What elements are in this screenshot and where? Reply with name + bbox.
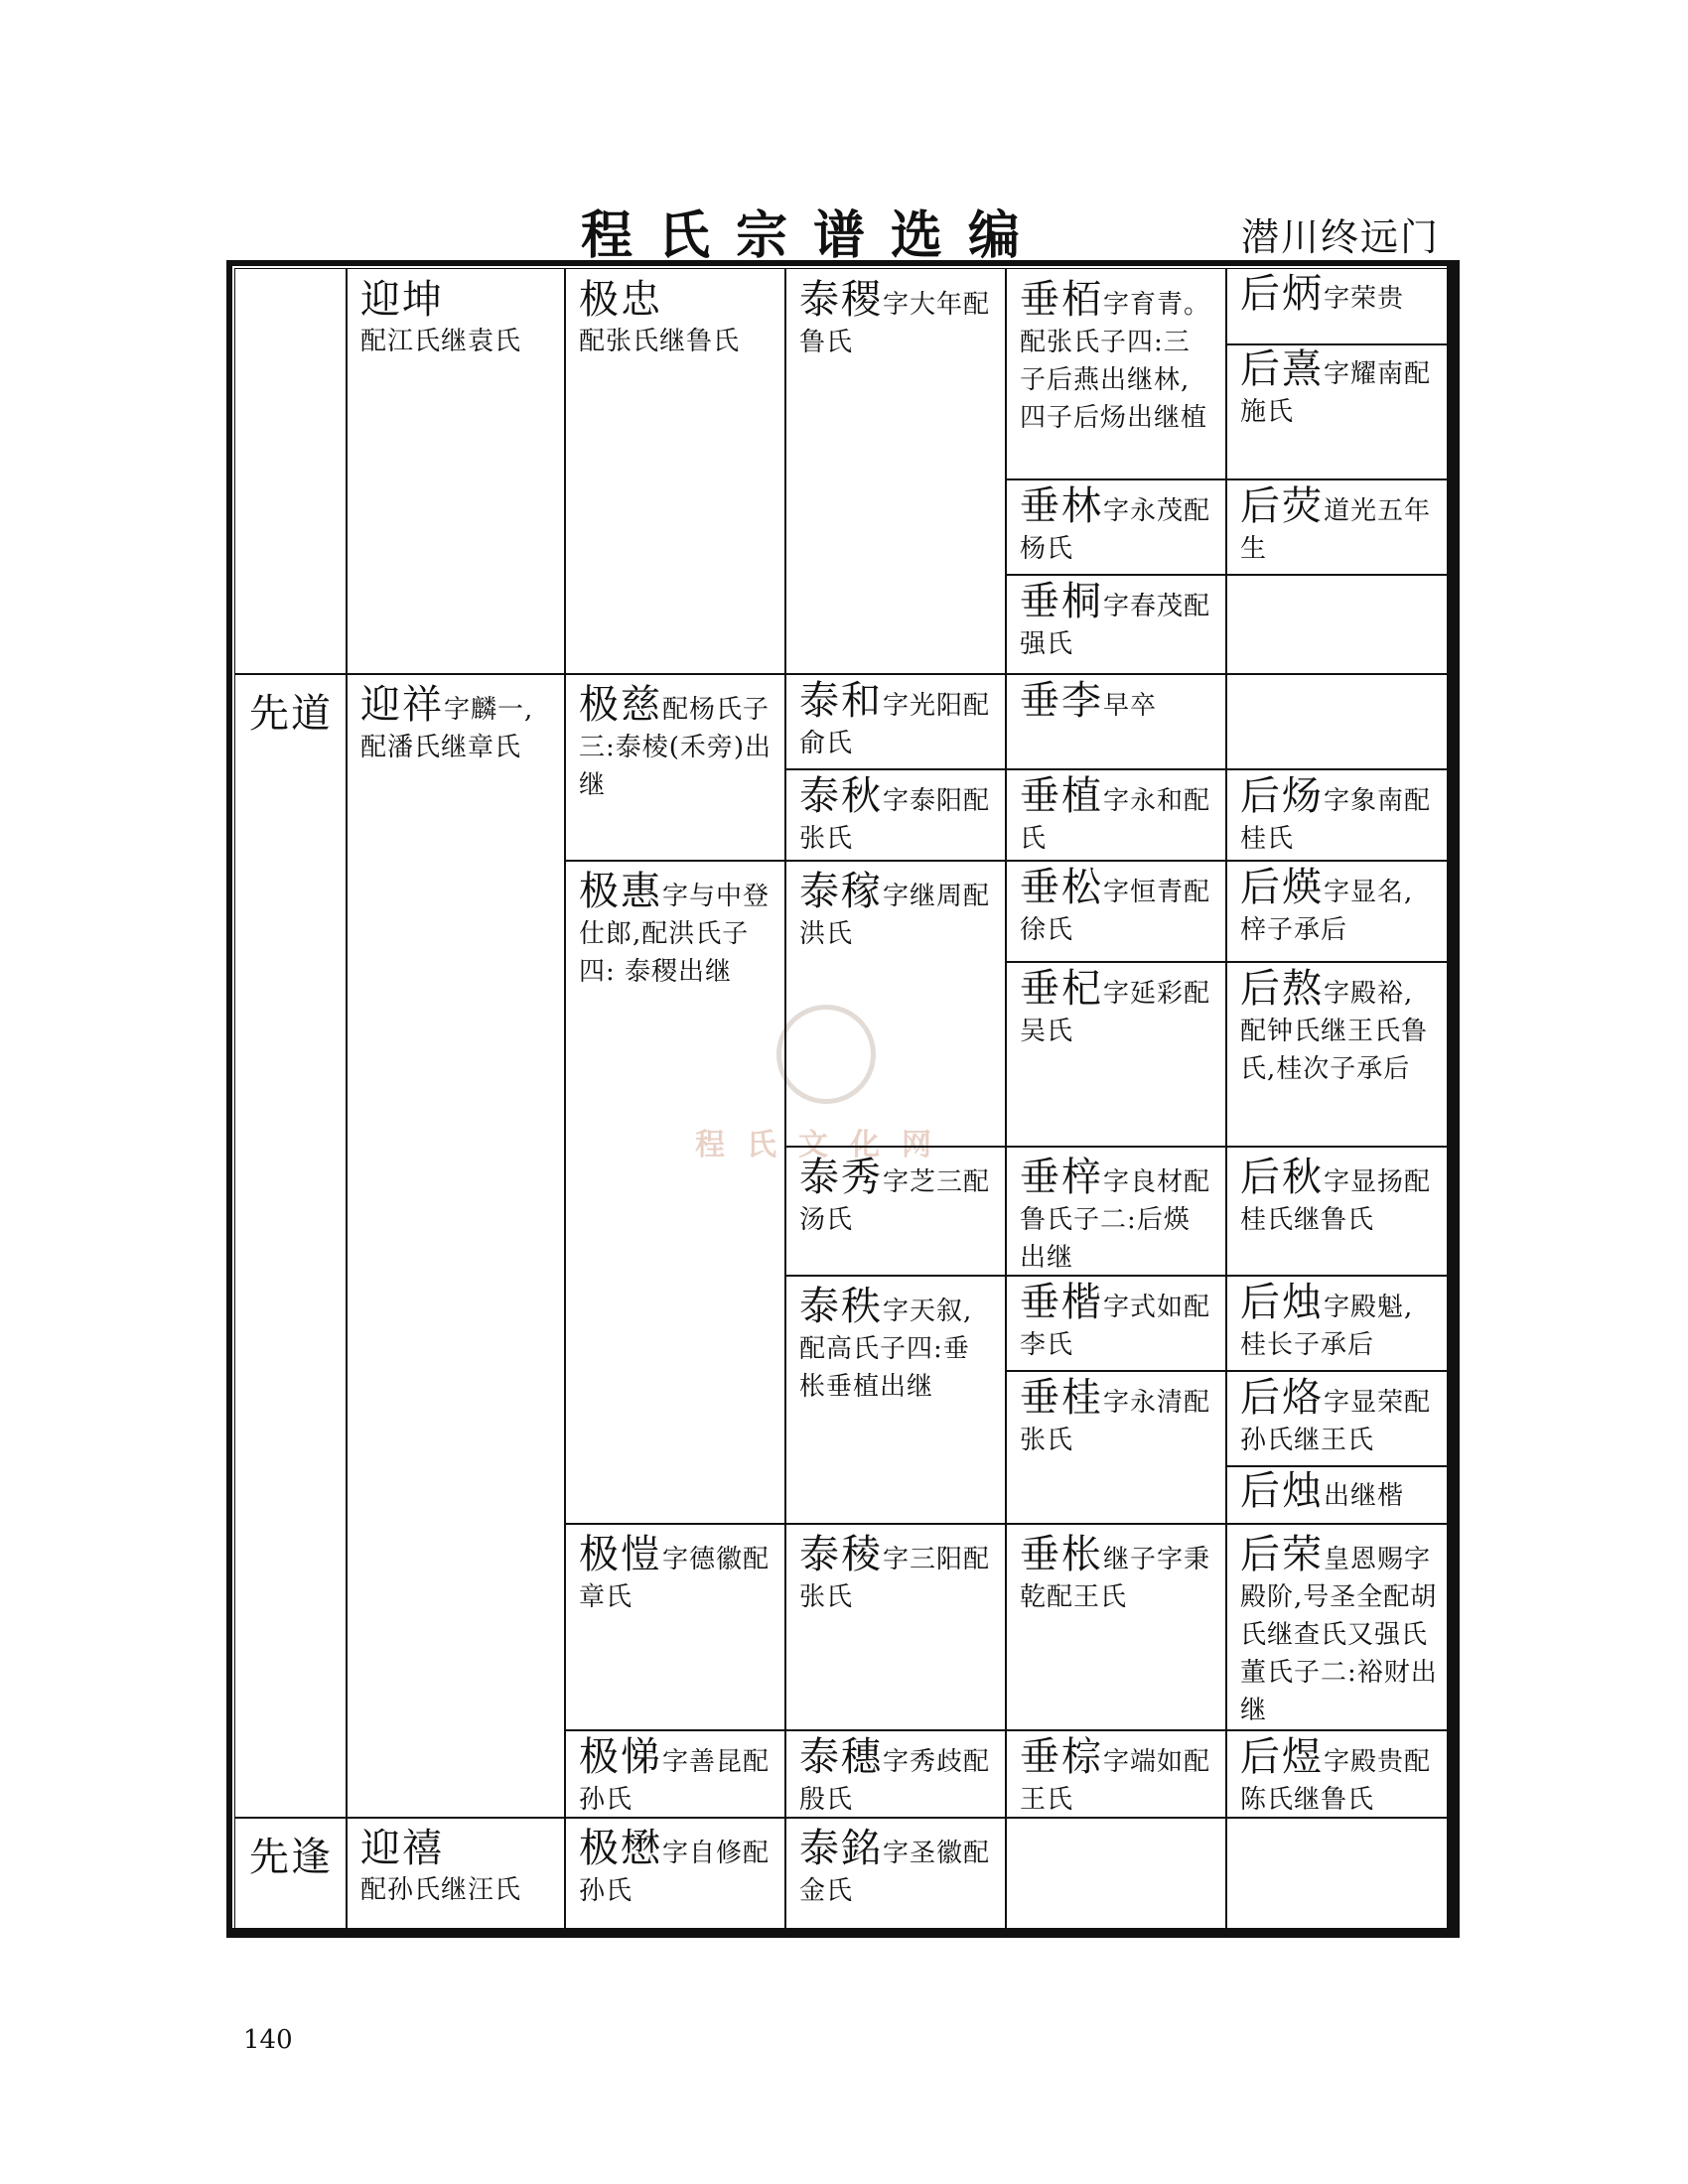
gen6-note: 字殿魁,桂长子承后 bbox=[1240, 1293, 1414, 1360]
gen5-name: 垂楷 bbox=[1020, 1280, 1103, 1325]
gen5-note: 字端如配王氏 bbox=[1020, 1747, 1211, 1815]
gen5-name: 垂桂 bbox=[1020, 1375, 1103, 1421]
gen1-name: 先道 bbox=[249, 691, 333, 737]
gen1-cell-xianfeng bbox=[234, 1817, 348, 1929]
gen5-note: 字春茂配强氏 bbox=[1020, 592, 1211, 659]
gen5-name: 垂林 bbox=[1020, 483, 1103, 529]
gen5-note: 早卒 bbox=[1103, 691, 1158, 721]
gen4-note: 字圣徽配金氏 bbox=[799, 1839, 991, 1906]
gen4-cell-taihe bbox=[784, 673, 1007, 770]
gen6-note: 出继楷 bbox=[1324, 1481, 1405, 1511]
gen3-note: 字与中登仕郎,配洪氏子四: 泰稷出继 bbox=[579, 882, 771, 987]
gen5-note: 字延彩配吴氏 bbox=[1020, 979, 1211, 1046]
gen6-name: 后荧 bbox=[1240, 483, 1324, 529]
gen5-name: 垂枨 bbox=[1020, 1532, 1103, 1577]
gen4-name: 泰稷 bbox=[799, 277, 883, 323]
gen3-cell-jici bbox=[564, 673, 786, 862]
gen5-name: 垂棕 bbox=[1020, 1734, 1103, 1780]
gen5-name: 垂栢 bbox=[1020, 277, 1103, 323]
gen3-name: 极惠 bbox=[579, 869, 662, 914]
gen4-cell-taixiu bbox=[784, 1146, 1007, 1277]
gen5-cell-chuiqi bbox=[1005, 961, 1227, 1148]
gen6-note: 皇恩赐字殿阶,号圣全配胡氏继查氏又强氏董氏子二:裕财出继 bbox=[1240, 1545, 1438, 1725]
gen4-name: 泰秩 bbox=[799, 1284, 883, 1329]
gen3-name: 极慈 bbox=[579, 682, 662, 728]
gen6-cell-houyan bbox=[1225, 860, 1451, 963]
gen3-cell-jizhong bbox=[564, 268, 786, 675]
gen5-name: 垂李 bbox=[1020, 678, 1103, 724]
gen3-cell-jikai bbox=[564, 1523, 786, 1731]
page-number: 140 bbox=[243, 2025, 293, 2055]
gen4-note: 字芝三配汤氏 bbox=[799, 1167, 991, 1235]
gen6-name: 后烛 bbox=[1240, 1468, 1324, 1514]
gen4-cell-taisui bbox=[784, 1729, 1007, 1819]
gen4-cell-tailing bbox=[784, 1523, 1007, 1731]
gen5-note: 字恒青配徐氏 bbox=[1020, 878, 1211, 945]
gen6-note: 字象南配桂氏 bbox=[1240, 786, 1432, 854]
gen6-cell-houao bbox=[1225, 961, 1451, 1148]
gen6-cell-houying bbox=[1225, 478, 1451, 576]
gen3-cell-jiti bbox=[564, 1729, 786, 1819]
gen6-name: 后熹 bbox=[1240, 346, 1324, 392]
gen6-name: 后煐 bbox=[1240, 865, 1324, 910]
gen2-cell-yingxi bbox=[346, 1817, 566, 1929]
gen1-cell-empty bbox=[234, 268, 348, 675]
gen6-cell-houluo bbox=[1225, 1370, 1451, 1467]
gen3-note: 配杨氏子三:泰棱(禾旁)出继 bbox=[579, 695, 773, 800]
gen4-note: 字秀歧配殷氏 bbox=[799, 1747, 991, 1815]
gen5-cell-chuizhi bbox=[1005, 768, 1227, 862]
branch-subtitle: 潜川终远门 bbox=[1241, 215, 1441, 259]
gen3-cell-jimao bbox=[564, 1817, 786, 1929]
gen6-note: 字显扬配桂氏继鲁氏 bbox=[1240, 1167, 1432, 1235]
gen6-note: 字殿贵配陈氏继鲁氏 bbox=[1240, 1747, 1432, 1815]
gen5-cell-chuilin bbox=[1005, 478, 1227, 576]
gen6-cell-empty bbox=[1225, 574, 1451, 675]
gen2-note: 字麟一,配潘氏继章氏 bbox=[360, 695, 534, 762]
gen4-cell-taiming bbox=[784, 1817, 1007, 1929]
gen5-name: 垂松 bbox=[1020, 865, 1103, 910]
gen3-name: 极悌 bbox=[579, 1734, 662, 1780]
gen6-name: 后炀 bbox=[1240, 773, 1324, 819]
gen5-note: 字式如配李氏 bbox=[1020, 1293, 1211, 1360]
gen5-note: 字永清配张氏 bbox=[1020, 1388, 1211, 1455]
gen2-name: 迎坤 bbox=[360, 277, 444, 323]
gen5-cell-chuikai bbox=[1005, 1275, 1227, 1372]
gen6-cell-houbing bbox=[1225, 268, 1451, 345]
gen5-cell-chuizi bbox=[1005, 1146, 1227, 1277]
gen4-cell-taizhi bbox=[784, 1275, 1007, 1525]
gen5-cell-chuitong bbox=[1005, 574, 1227, 675]
gen4-name: 泰秀 bbox=[799, 1155, 883, 1200]
gen4-note: 字继周配洪氏 bbox=[799, 882, 991, 949]
gen6-note: 字耀南配施氏 bbox=[1240, 359, 1432, 427]
gen4-cell-taiqiu bbox=[784, 768, 1007, 862]
gen6-cell-houxi bbox=[1225, 343, 1451, 480]
gen5-cell-chuisong bbox=[1005, 860, 1227, 963]
gen5-cell-chuigui bbox=[1005, 1370, 1227, 1525]
page-title: 程氏宗谱选编 bbox=[581, 206, 1047, 266]
gen3-note: 字善昆配孙氏 bbox=[579, 1747, 771, 1815]
gen4-name: 泰稜 bbox=[799, 1532, 883, 1577]
gen3-name: 极懋 bbox=[579, 1826, 662, 1871]
genealogy-table bbox=[234, 268, 1451, 1929]
gen4-name: 泰穗 bbox=[799, 1734, 883, 1780]
gen6-name: 后煜 bbox=[1240, 1734, 1324, 1780]
gen5-cell-chuili bbox=[1005, 673, 1227, 770]
gen1-cell-xiandao bbox=[234, 673, 348, 1819]
gen4-name: 泰秋 bbox=[799, 773, 883, 819]
gen5-note: 字育青。配张氏子四:三子后燕出继林,四子后炀出继植 bbox=[1020, 290, 1211, 433]
gen6-cell-empty bbox=[1225, 1817, 1451, 1929]
gen6-note: 字显荣配孙氏继王氏 bbox=[1240, 1388, 1432, 1455]
gen6-name: 后烛 bbox=[1240, 1280, 1324, 1325]
gen5-name: 垂桐 bbox=[1020, 579, 1103, 624]
gen4-name: 泰稼 bbox=[799, 869, 883, 914]
gen3-note: 字自修配孙氏 bbox=[579, 1839, 771, 1906]
watermark-text: 程氏文化网 bbox=[695, 1128, 953, 1162]
gen6-name: 后荣 bbox=[1240, 1532, 1324, 1577]
gen2-name: 迎禧 bbox=[360, 1826, 444, 1871]
gen6-name: 后秋 bbox=[1240, 1155, 1324, 1200]
gen3-note: 字德徽配章氏 bbox=[579, 1545, 771, 1612]
gen6-cell-houyu bbox=[1225, 1729, 1451, 1819]
gen4-name: 泰和 bbox=[799, 678, 883, 724]
gen3-note: 配张氏继鲁氏 bbox=[579, 327, 741, 356]
gen6-note: 字荣贵 bbox=[1324, 284, 1405, 314]
gen1-name: 先逢 bbox=[249, 1835, 333, 1880]
gen4-cell-taiji bbox=[784, 268, 1007, 675]
gen5-name: 垂植 bbox=[1020, 773, 1103, 819]
gen6-cell-hourong bbox=[1225, 1523, 1451, 1731]
gen6-cell-houzhu bbox=[1225, 1275, 1451, 1372]
gen6-cell-houyang bbox=[1225, 768, 1451, 862]
gen6-note: 字显名,梓子承后 bbox=[1240, 878, 1414, 945]
gen5-note: 继子字秉乾配王氏 bbox=[1020, 1545, 1211, 1612]
gen6-name: 后烙 bbox=[1240, 1375, 1324, 1421]
gen6-cell-empty bbox=[1225, 673, 1451, 770]
gen6-note: 字殿裕,配钟氏继王氏鲁氏,桂次子承后 bbox=[1240, 979, 1429, 1084]
gen5-cell-chuicheng bbox=[1005, 1523, 1227, 1731]
gen3-cell-jihui bbox=[564, 860, 786, 1525]
gen5-cell-chuizong bbox=[1005, 1729, 1227, 1819]
gen6-note: 道光五年生 bbox=[1240, 496, 1432, 564]
gen2-name: 迎祥 bbox=[360, 682, 444, 728]
gen5-name: 垂梓 bbox=[1020, 1155, 1103, 1200]
gen6-name: 后炳 bbox=[1240, 271, 1324, 317]
gen5-note: 字永茂配杨氏 bbox=[1020, 496, 1211, 564]
gen6-cell-houqiu bbox=[1225, 1146, 1451, 1277]
gen2-note: 配江氏继袁氏 bbox=[360, 327, 522, 356]
gen4-note: 字光阳配俞氏 bbox=[799, 691, 991, 758]
gen2-cell-yingxiang bbox=[346, 673, 566, 1819]
gen3-name: 极忠 bbox=[579, 277, 662, 323]
gen4-note: 字天叙,配高氏子四:垂枨垂植出继 bbox=[799, 1297, 973, 1402]
gen4-name: 泰銘 bbox=[799, 1826, 883, 1871]
gen2-note: 配孙氏继汪氏 bbox=[360, 1875, 522, 1905]
gen3-name: 极愷 bbox=[579, 1532, 662, 1577]
gen4-note: 字大年配鲁氏 bbox=[799, 290, 991, 357]
gen2-cell-yingkun bbox=[346, 268, 566, 675]
gen4-note: 字泰阳配张氏 bbox=[799, 786, 991, 854]
gen4-cell-taijia bbox=[784, 860, 1007, 1148]
gen5-cell-empty bbox=[1005, 1817, 1227, 1929]
gen5-cell-chuibai bbox=[1005, 268, 1227, 480]
gen5-note: 字永和配氏 bbox=[1020, 786, 1211, 854]
gen4-note: 字三阳配张氏 bbox=[799, 1545, 991, 1612]
gen5-note: 字良材配鲁氏子二:后煐出继 bbox=[1020, 1167, 1211, 1273]
gen6-cell-houzhu2 bbox=[1225, 1465, 1451, 1525]
gen6-name: 后熬 bbox=[1240, 966, 1324, 1012]
gen5-name: 垂杞 bbox=[1020, 966, 1103, 1012]
